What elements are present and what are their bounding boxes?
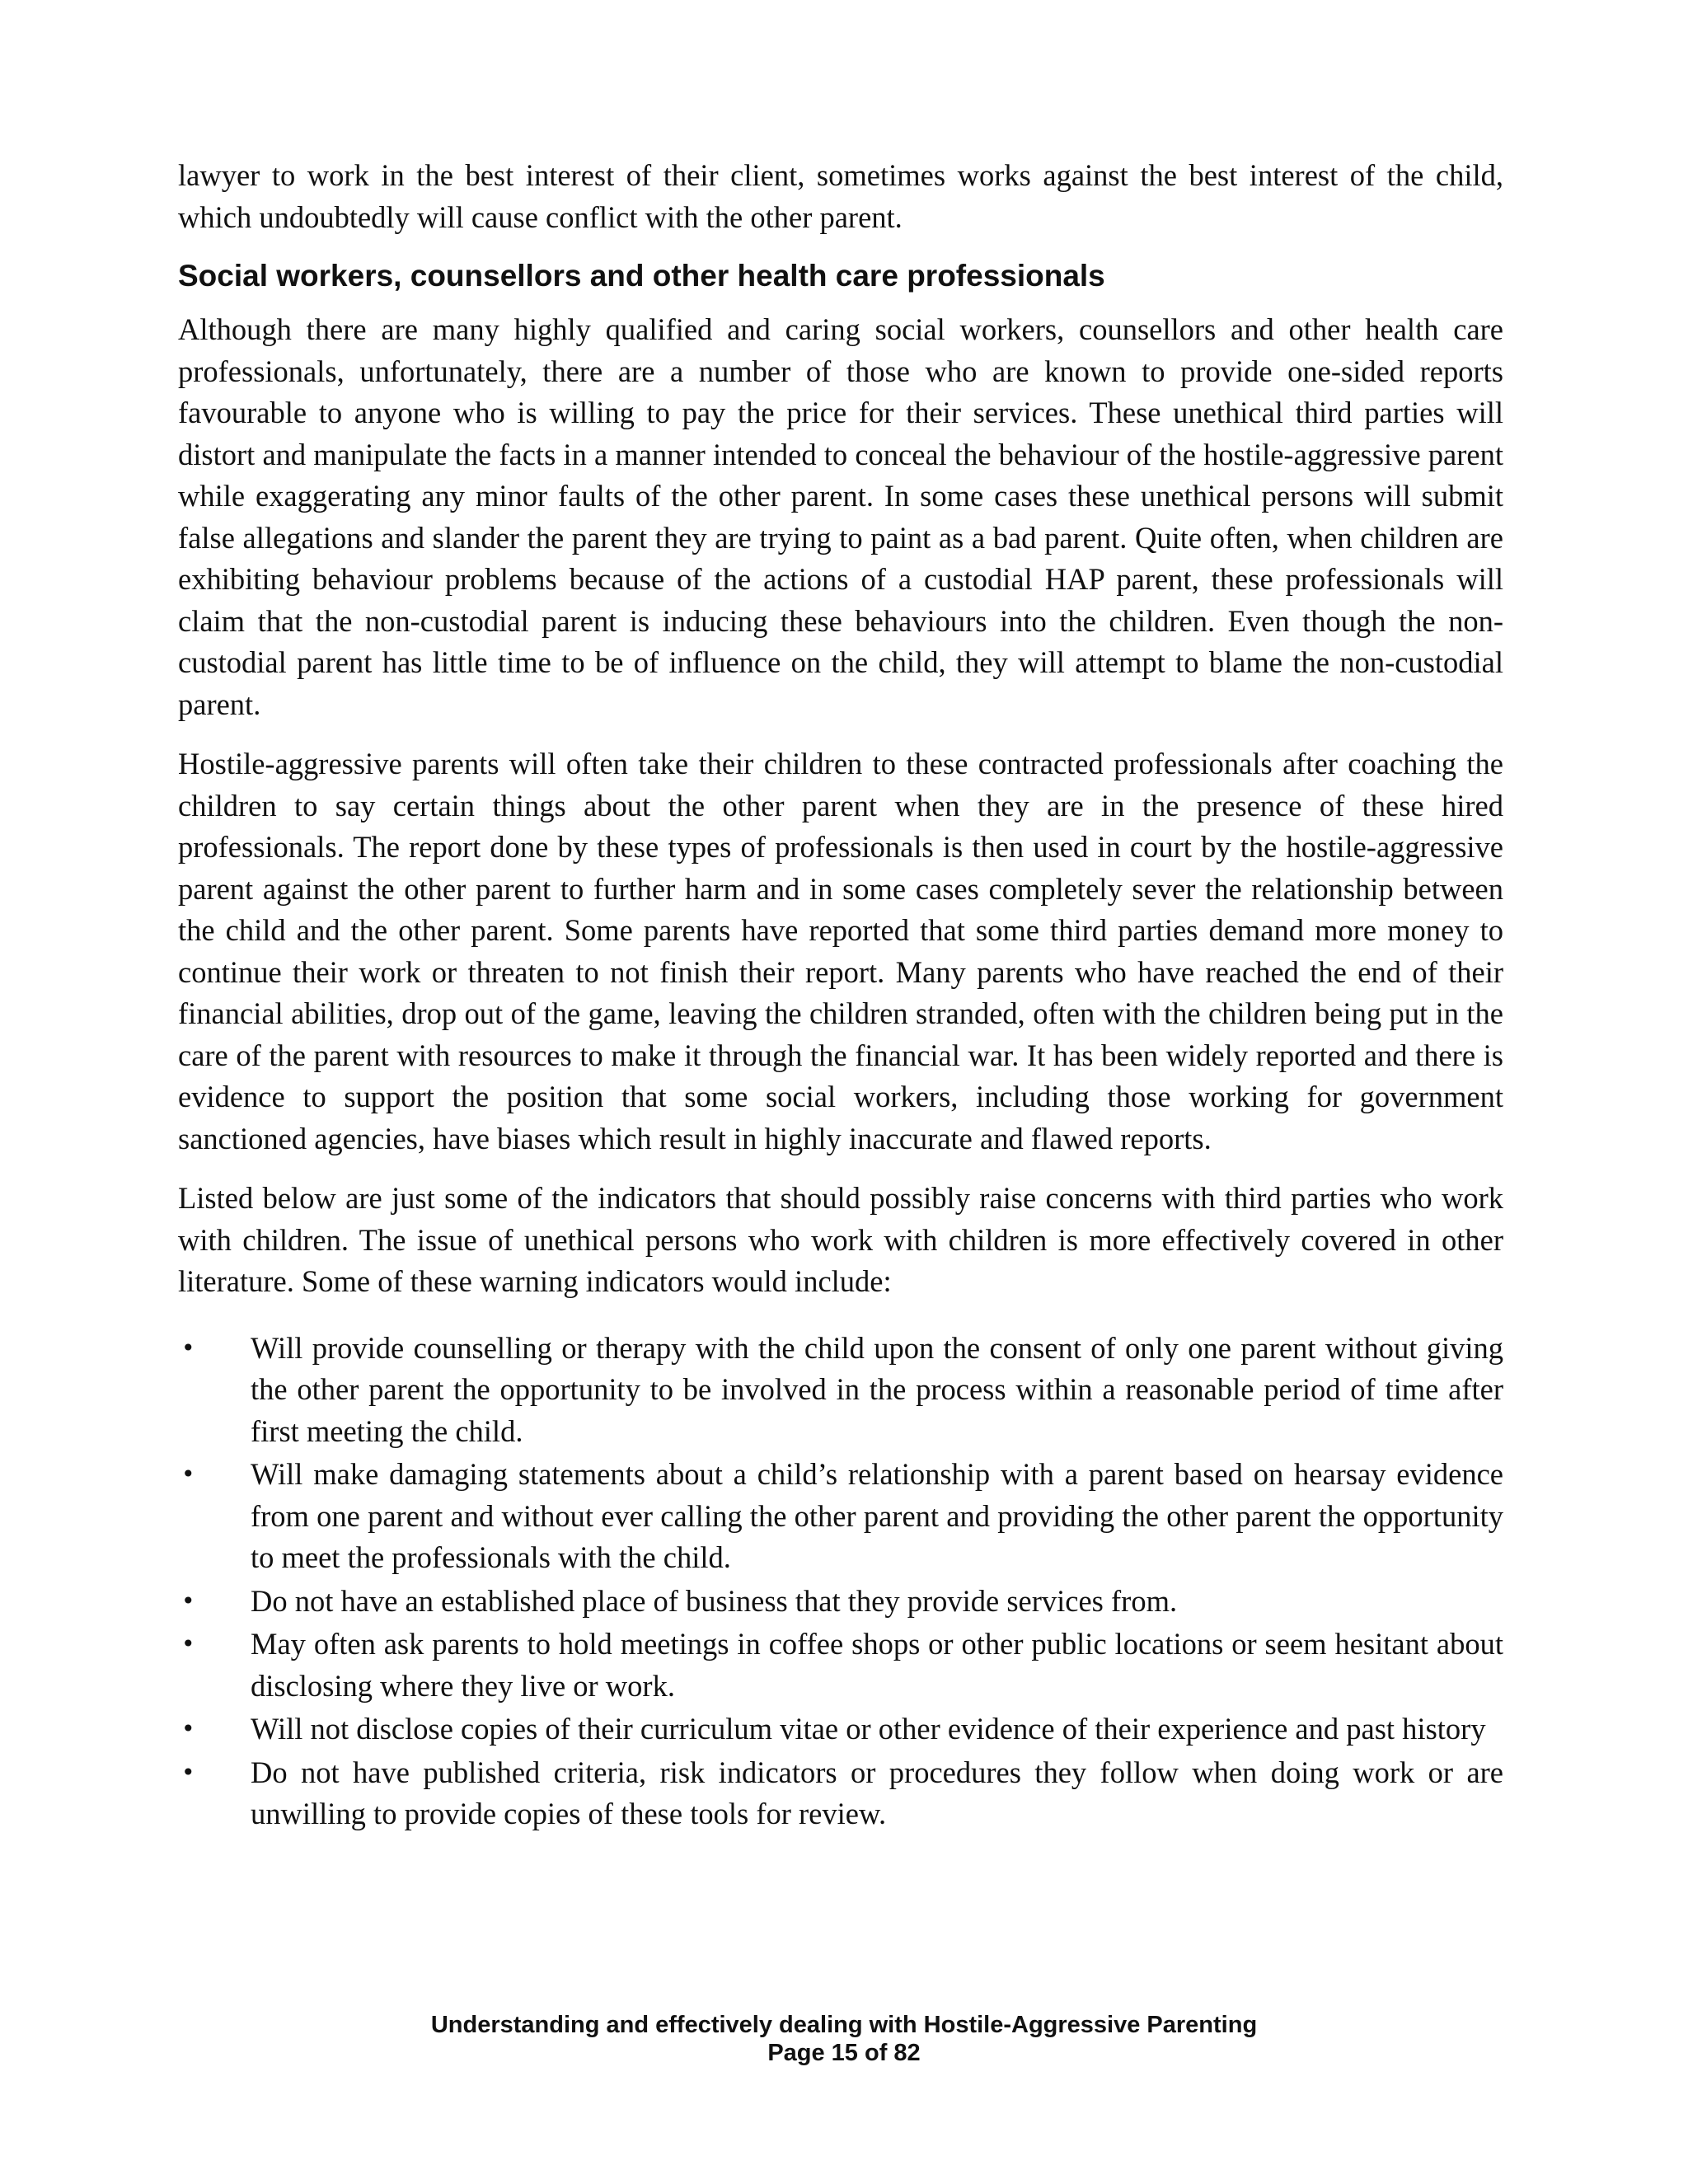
list-item-text: May often ask parents to hold meetings in coffee shops or other public locations or seem hesitant about disclosing where they live or work.	[251, 1627, 1503, 1703]
bullet-icon: •	[181, 1715, 195, 1742]
page-number: Page 15 of 82	[767, 2040, 921, 2066]
list-item-text: Will make damaging statements about a child’s relationship with a parent based on hearsay evidence from one parent and without ever calling the other parent and providing the other parent the opportunity to meet the professionals with the child.	[251, 1457, 1503, 1574]
paragraph-hostile-aggressive-parents: Hostile-aggressive parents will often take their children to these contracted professionals after coaching the children to say certain things about the other parent when they are in the presence of these hired professionals. The report done by these types of professionals is then used in court by the hostile-aggressive parent against the other parent to further harm and in some cases completely sever the relationship between the child and the other parent. Some parents have reported that some third parties demand more money to continue their work or threaten to not finish their report. Many parents who have reached the end of their financial abilities, drop out of the game, leaving the children stranded, often with the children being put in the care of the parent with resources to make it through the financial war. It has been widely reported and there is evidence to support the position that some social workers, including those working for government sanctioned agencies, have biases which result in highly inaccurate and flawed reports.	[178, 747, 1503, 1155]
paragraph-unethical-professionals: Although there are many highly qualified and caring social workers, counsellors and other health care professionals, unfortunately, there are a number of those who are known to provide one-sided reports favourable to anyone who is willing to pay the price for their services. These unethical third parties will distort and manipulate the facts in a manner intended to conceal the behaviour of the hostile-aggressive parent while exaggerating any minor faults of the other parent. In some cases these unethical persons will submit false allegations and slander the parent they are trying to paint as a bad parent. Quite often, when children are exhibiting behaviour problems because of the actions of a custodial HAP parent, these professionals will claim that the non-custodial parent is inducing these behaviours into the children. Even though the non-custodial parent has little time to be of influence on the child, they will attempt to blame the non-custodial parent.	[178, 312, 1503, 721]
list-item-text: Will provide counselling or therapy with the child upon the consent of only one parent without giving the other parent the opportunity to be involved in the process within a reasonable period of time after first meeting the child.	[251, 1330, 1503, 1448]
paragraph-warning-indicators-intro: Listed below are just some of the indicators that should possibly raise concerns with third parties who work with children. The issue of unethical persons who work with children is more effectively covered in other literature. Some of these warning indicators would include:	[178, 1181, 1503, 1298]
bullet-icon: •	[181, 1758, 195, 1786]
list-item	[178, 1454, 1503, 1579]
list-item	[178, 1624, 1503, 1707]
list-item-text: Do not have published criteria, risk indicators or procedures they follow when doing work or are unwilling to provide copies of these tools for review.	[251, 1755, 1503, 1830]
list-item	[178, 1328, 1503, 1453]
list-item-text: Do not have an established place of business that they provide services from.	[251, 1583, 1178, 1618]
intro-paragraph: lawyer to work in the best interest of their client, sometimes works against the best interest of the child, which undoubtedly will cause conflict with the other parent.	[178, 158, 1503, 234]
list-item	[178, 1752, 1503, 1835]
bullet-icon: •	[181, 1333, 195, 1361]
footer-title: Understanding and effectively dealing with Hostile-Aggressive Parenting	[430, 2012, 1258, 2038]
list-item	[178, 1581, 1503, 1623]
warning-indicators-list	[178, 1328, 1503, 1835]
bullet-icon: •	[181, 1586, 195, 1615]
bullet-icon: •	[181, 1460, 195, 1488]
page-footer	[0, 2011, 1688, 2067]
list-item-text: Will not disclose copies of their curriculum vitae or other evidence of their experience and past history	[251, 1712, 1486, 1746]
list-item	[178, 1708, 1503, 1750]
bullet-icon: •	[181, 1630, 195, 1657]
page-content	[178, 155, 1503, 1837]
section-heading: Social workers, counsellors and other health care professionals	[178, 259, 1105, 293]
